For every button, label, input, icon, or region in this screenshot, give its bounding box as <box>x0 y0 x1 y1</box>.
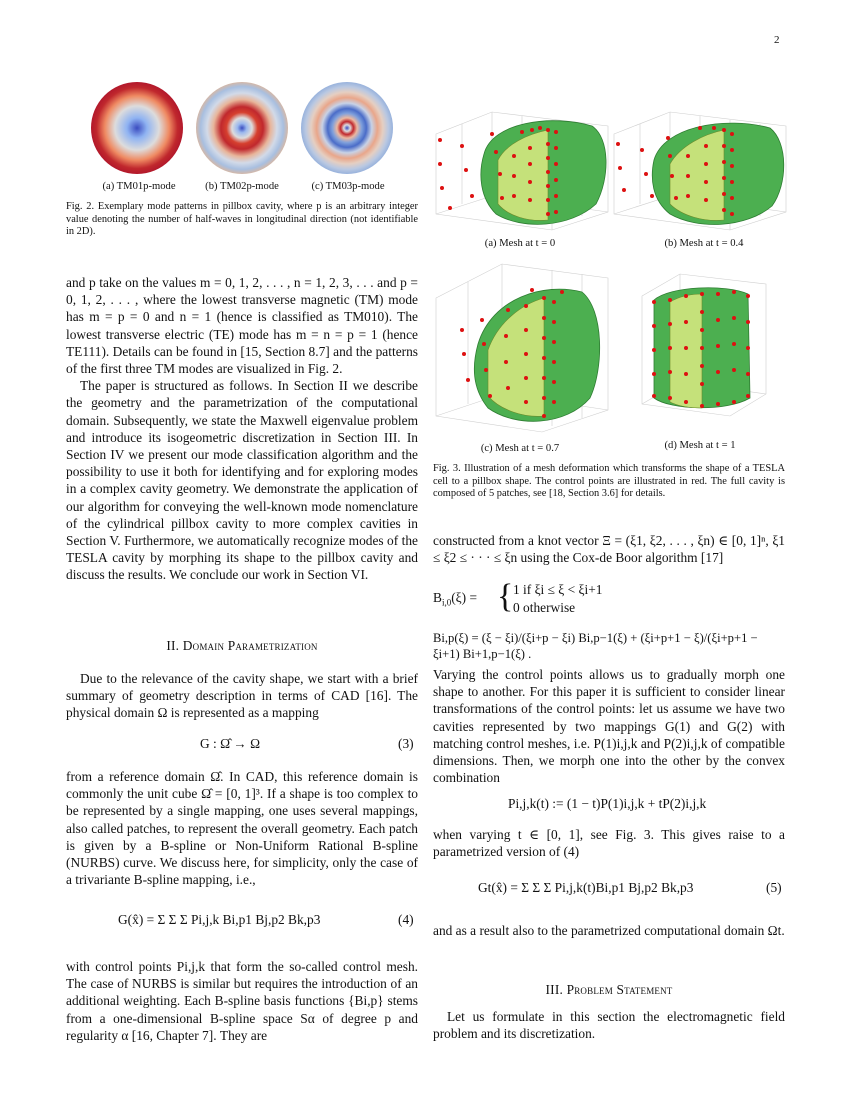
eq-b0-case-2: 0 otherwise <box>513 600 576 615</box>
equation-4: G(x̂) = Σ Σ Σ Pi,j,k Bi,p1 Bj,p2 Bk,p3 <box>118 912 321 927</box>
section-2-heading <box>66 638 418 654</box>
fig3-caption: Fig. 3. Illustration of a mesh deformation which transforms the shape of a TESLA cell to a pillbox shape. The control points are illustrated in red. The full cavity is composed of 5 patches, see [18, Section 3.6] for details. <box>433 463 785 500</box>
morph-paragraph: Varying the control points allows us to gradually morph one shape to another. For this paper it is sufficient to consider linear transformations of the control points: let us assume we have two cavities represented by two mappings G(1) and G(2) with matching control meshes, i.e. P(1)i,j,k and P(2)i,j,k of compatible dimensions. Then, we morph one into the other by the convex combination <box>433 667 785 786</box>
fig2-sub-a: (a) TM01p-mode <box>102 181 176 192</box>
section-3-heading-text: III. Problem Statement <box>545 982 673 997</box>
section-2-paragraph-1: Due to the relevance of the cavity shape, we start with a brief summary of geometry description in terms of CAD [16]. The physical domain Ω is represented as a mapping <box>66 671 418 721</box>
tm01-mode-disk <box>91 82 183 174</box>
eq-b0-brace: { <box>497 578 514 615</box>
left-column-top <box>66 274 418 584</box>
section-3-paragraph-1: Let us formulate in this section the electromagnetic field problem and its discretization. <box>433 1009 785 1042</box>
fig2-sub-b: (b) TM02p-mode <box>205 181 279 192</box>
eq-b0-case-1: 1 if ξi ≤ ξ < ξi+1 <box>513 582 603 597</box>
equation-4-number: (4) <box>398 912 414 927</box>
eq-b0-lhs: $B_{i,0}(\xi)$ = <box>433 590 477 608</box>
morph-section <box>433 666 785 786</box>
fig3-sub-a: (a) Mesh at t = 0 <box>484 238 556 249</box>
fig3-mesh-d <box>640 270 770 420</box>
section-2-body <box>66 768 418 888</box>
equation-b-spline-recursion: Bi,p(ξ) = (ξ − ξi)/(ξi+p − ξi) Bi,p−1(ξ) + (ξi+p+1 − ξ)/(ξi+p+1 − ξi+1) Bi+1,p−1(ξ) . <box>433 631 758 661</box>
equation-morph: Pi,j,k(t) := (1 − t)P(1)i,j,k + tP(2)i,j,k <box>508 796 707 811</box>
section-3-body <box>433 1008 785 1042</box>
section-2-tail <box>66 958 418 1044</box>
fig3-mesh-a <box>432 104 612 232</box>
fig3-sub-b: (b) Mesh at t = 0.4 <box>664 238 744 249</box>
fig2-sub-c: (c) TM03p-mode <box>311 181 385 192</box>
section-2-paragraph-2: from a reference domain Ω̂. In CAD, this reference domain is commonly the unit cube Ω̂ = [0, 1]³. If a shape is too complex to be represented by a single mapping, one uses several mappings, also called patches, to represent the overall geometry. Each patch is given by a B-spline or Non-Uniform Rational B-spline (NURBS) curve. We discuss here, for simplicity, only the case of a trivariante B-spline mapping, i.e., <box>66 769 418 888</box>
equation-5-number: (5) <box>766 880 782 895</box>
page-number: 2 <box>774 34 780 46</box>
fig3-sub-d: (d) Mesh at t = 1 <box>664 440 736 451</box>
tm03-mode-disk <box>301 82 393 174</box>
section-2-heading-text: II. Domain Parametrization <box>166 638 318 653</box>
intro-paragraph-2: The paper is structured as follows. In Section II we describe the geometry and the parametrization of the computational domain. Subsequently, we state the Maxwell eigenvalue problem and introduce its isogeometric discretization in Section III. In Section IV we present our mode classification algorithm and the possibility to use it both for identifying and for exploring modes in a complex cavity geometry. We demonstrate the application of our algorithm for conveying the well-known mode nomenclature of the cylindrical pillbox cavity to more complex cavities in Section V. Furthermore, we automatically recognize modes of the TESLA cavity by morphing its shape to the pillbox cavity and discuss the results. We conclude our work in Section VI. <box>66 378 418 583</box>
equation-b-spline-degree-0 <box>433 578 785 618</box>
knot-vector-paragraph: constructed from a knot vector Ξ = (ξ1, ξ2, . . . , ξn) ∈ [0, 1]ⁿ, ξ1 ≤ ξ2 ≤ · · · ≤ ξn using the Cox-de Boor algorithm [17] <box>433 533 785 566</box>
fig3-sub-c: (c) Mesh at t = 0.7 <box>480 443 560 454</box>
parametrized-section <box>433 826 785 860</box>
fig2-caption: Fig. 2. Exemplary mode patterns in pillbox cavity, where p is an arbitrary integer value denoting the number of half-waves in longitudinal direction (not identifiable in 2D). <box>66 201 418 238</box>
fig2-mode-patterns <box>88 78 418 178</box>
equation-3-number: (3) <box>398 736 414 751</box>
domain-paragraph: and as a result also to the parametrized computational domain Ωt. <box>433 923 785 938</box>
parametrized-paragraph: when varying t ∈ [0, 1], see Fig. 3. This gives raise to a parametrized version of (4) <box>433 827 785 860</box>
fig3-mesh-b <box>610 104 790 232</box>
equation-5: Gt(x̂) = Σ Σ Σ Pi,j,k(t)Bi,p1 Bj,p2 Bk,p3 <box>478 880 694 895</box>
right-column-top <box>433 532 785 566</box>
equation-3: G : Ω̂ → Ω <box>200 736 261 751</box>
tm02-mode-disk <box>196 82 288 174</box>
section-2-paragraph-3: with control points Pi,j,k that form the so-called control mesh. The case of NURBS is similar but requires the introduction of an additional weighting. Each B-spline basis functions {Bi,p} stems from a one-dimensional B-spline space Sα of degree p and regularity α [16, Chapter 7]. They are <box>66 959 418 1043</box>
fig3-mesh-c <box>432 258 612 436</box>
intro-paragraph-1: and p take on the values m = 0, 1, 2, . . . , n = 1, 2, 3, . . . and p = 0, 1, 2, . . . , where the lowest transverse magnetic (TM) mode has m = p = 0 and n = 1 (hence is classified as TM010). The lowest transverse electric (TE) mode has m = n = p = 1 (hence TE111). Details can be found in [15, Section 8.7] and the patterns of the first three TM modes are visualized in Fig. 2. <box>66 275 418 377</box>
domain-section <box>433 922 785 939</box>
mesh-d-inner-surface <box>670 294 702 408</box>
section-2-intro <box>66 670 418 722</box>
section-3-heading <box>433 982 785 998</box>
